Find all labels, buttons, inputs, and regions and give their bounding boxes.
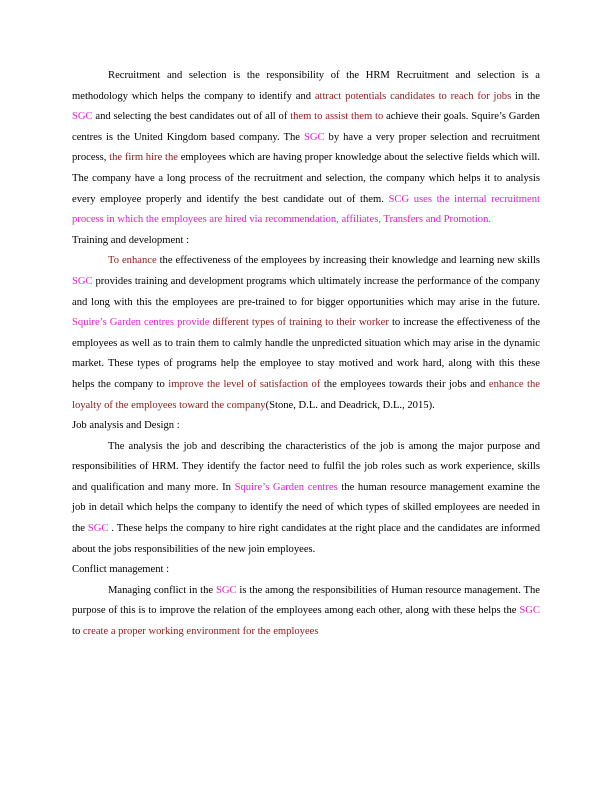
highlight-run: the firm hire the	[109, 152, 178, 164]
text-run: the employees towards their jobs and	[320, 378, 489, 390]
text-run: the human resource management examine the job in detail which helps the company to identify the need of which types of skilled employees are needed in the	[72, 481, 540, 535]
text-run: Managing conflict in the	[108, 584, 216, 596]
highlight-run: Squire’s Garden centres	[234, 481, 338, 493]
document-body	[72, 66, 540, 643]
text-run: and selecting the best candidates out of all of	[92, 111, 291, 123]
highlight-run: To enhance	[108, 255, 157, 267]
citation-run: (Stone, D.L. and Deadrick, D.L., 2015).	[265, 399, 435, 411]
highlight-run: enhance the loyalty of the employees toward the company	[72, 378, 540, 411]
highlight-run: Squire’s Garden centres provide	[72, 317, 210, 329]
text-run: to	[72, 626, 83, 638]
sgc-run: SGC	[72, 111, 93, 123]
highlight-run: them to assist them to	[290, 111, 384, 123]
text-run: employees which are having proper knowledge about the selective fields which will. The company have a long process of the recruitment and selection, the company which helps it to analysis every employee properly and identify the best candidate out of them.	[72, 152, 540, 205]
job-analysis-paragraph	[72, 437, 540, 561]
highlight-run: improve the level of satisfaction of	[168, 378, 321, 390]
sgc-run: SGC	[303, 131, 325, 143]
text-run: by have a very proper selection and recruitment process,	[72, 131, 540, 164]
text-run: . These helps the company to hire right candidates at the right place and the candidates are informed about the jobs responsibilities of the new join employees.	[72, 523, 541, 555]
highlight-run: create a proper working environment for the employees	[82, 626, 319, 638]
highlight-run: different types of training to their worker	[209, 317, 389, 329]
sgc-run: SGC	[519, 605, 540, 617]
text-run: in the	[511, 90, 541, 102]
conflict-paragraph	[72, 581, 540, 643]
text-run: the effectiveness of the employees by increasing their knowledge and learning new skills	[156, 255, 541, 267]
highlight-run: SCG uses the internal recruitment process in which the employees are hired via recommendation, affiliates, Transfers and Promotion.	[72, 193, 540, 226]
sgc-run: SGC	[215, 584, 237, 596]
conflict-heading: Conflict management :	[72, 564, 170, 576]
sgc-run: SGC	[87, 523, 109, 535]
text-run: provides training and development programs which ultimately increase the performance of the company and long with this the employees are pre-trained to for bigger opportunities which may arise in the future.	[72, 275, 540, 308]
recruitment-paragraph	[72, 66, 540, 231]
text-run: to increase the effectiveness of the employees as well as to train them to calmly handle the unpredicted situation which may arise in the dynamic market. These types of programs help the employee to stay motived and work hard, along with this these helps the company to	[72, 317, 541, 390]
text-run: The analysis the job and describing the characteristics of the job is among the major purpose and responsibilities of HRM. They identify the factor need to fulfil the job roles such as work experience, skills and qualification and many more. In	[72, 440, 540, 493]
highlight-run: attract potentials candidates to reach for jobs	[314, 90, 512, 102]
training-paragraph	[72, 251, 540, 416]
sgc-run: SGC	[72, 275, 93, 287]
text-run: Recruitment and selection is the responsibility of the HRM Recruitment and selection is a methodology which helps the company to identify and	[72, 70, 540, 102]
training-heading: Training and development :	[72, 234, 190, 246]
text-run: achieve their goals. Squire’s Garden centres is the United Kingdom based company. The	[72, 111, 540, 143]
job-analysis-heading: Job analysis and Design :	[72, 420, 180, 432]
text-run: is the among the responsibilities of Human resource management. The purpose of this is to improve the relation of the employees among each other, along with these helps the	[72, 584, 540, 617]
